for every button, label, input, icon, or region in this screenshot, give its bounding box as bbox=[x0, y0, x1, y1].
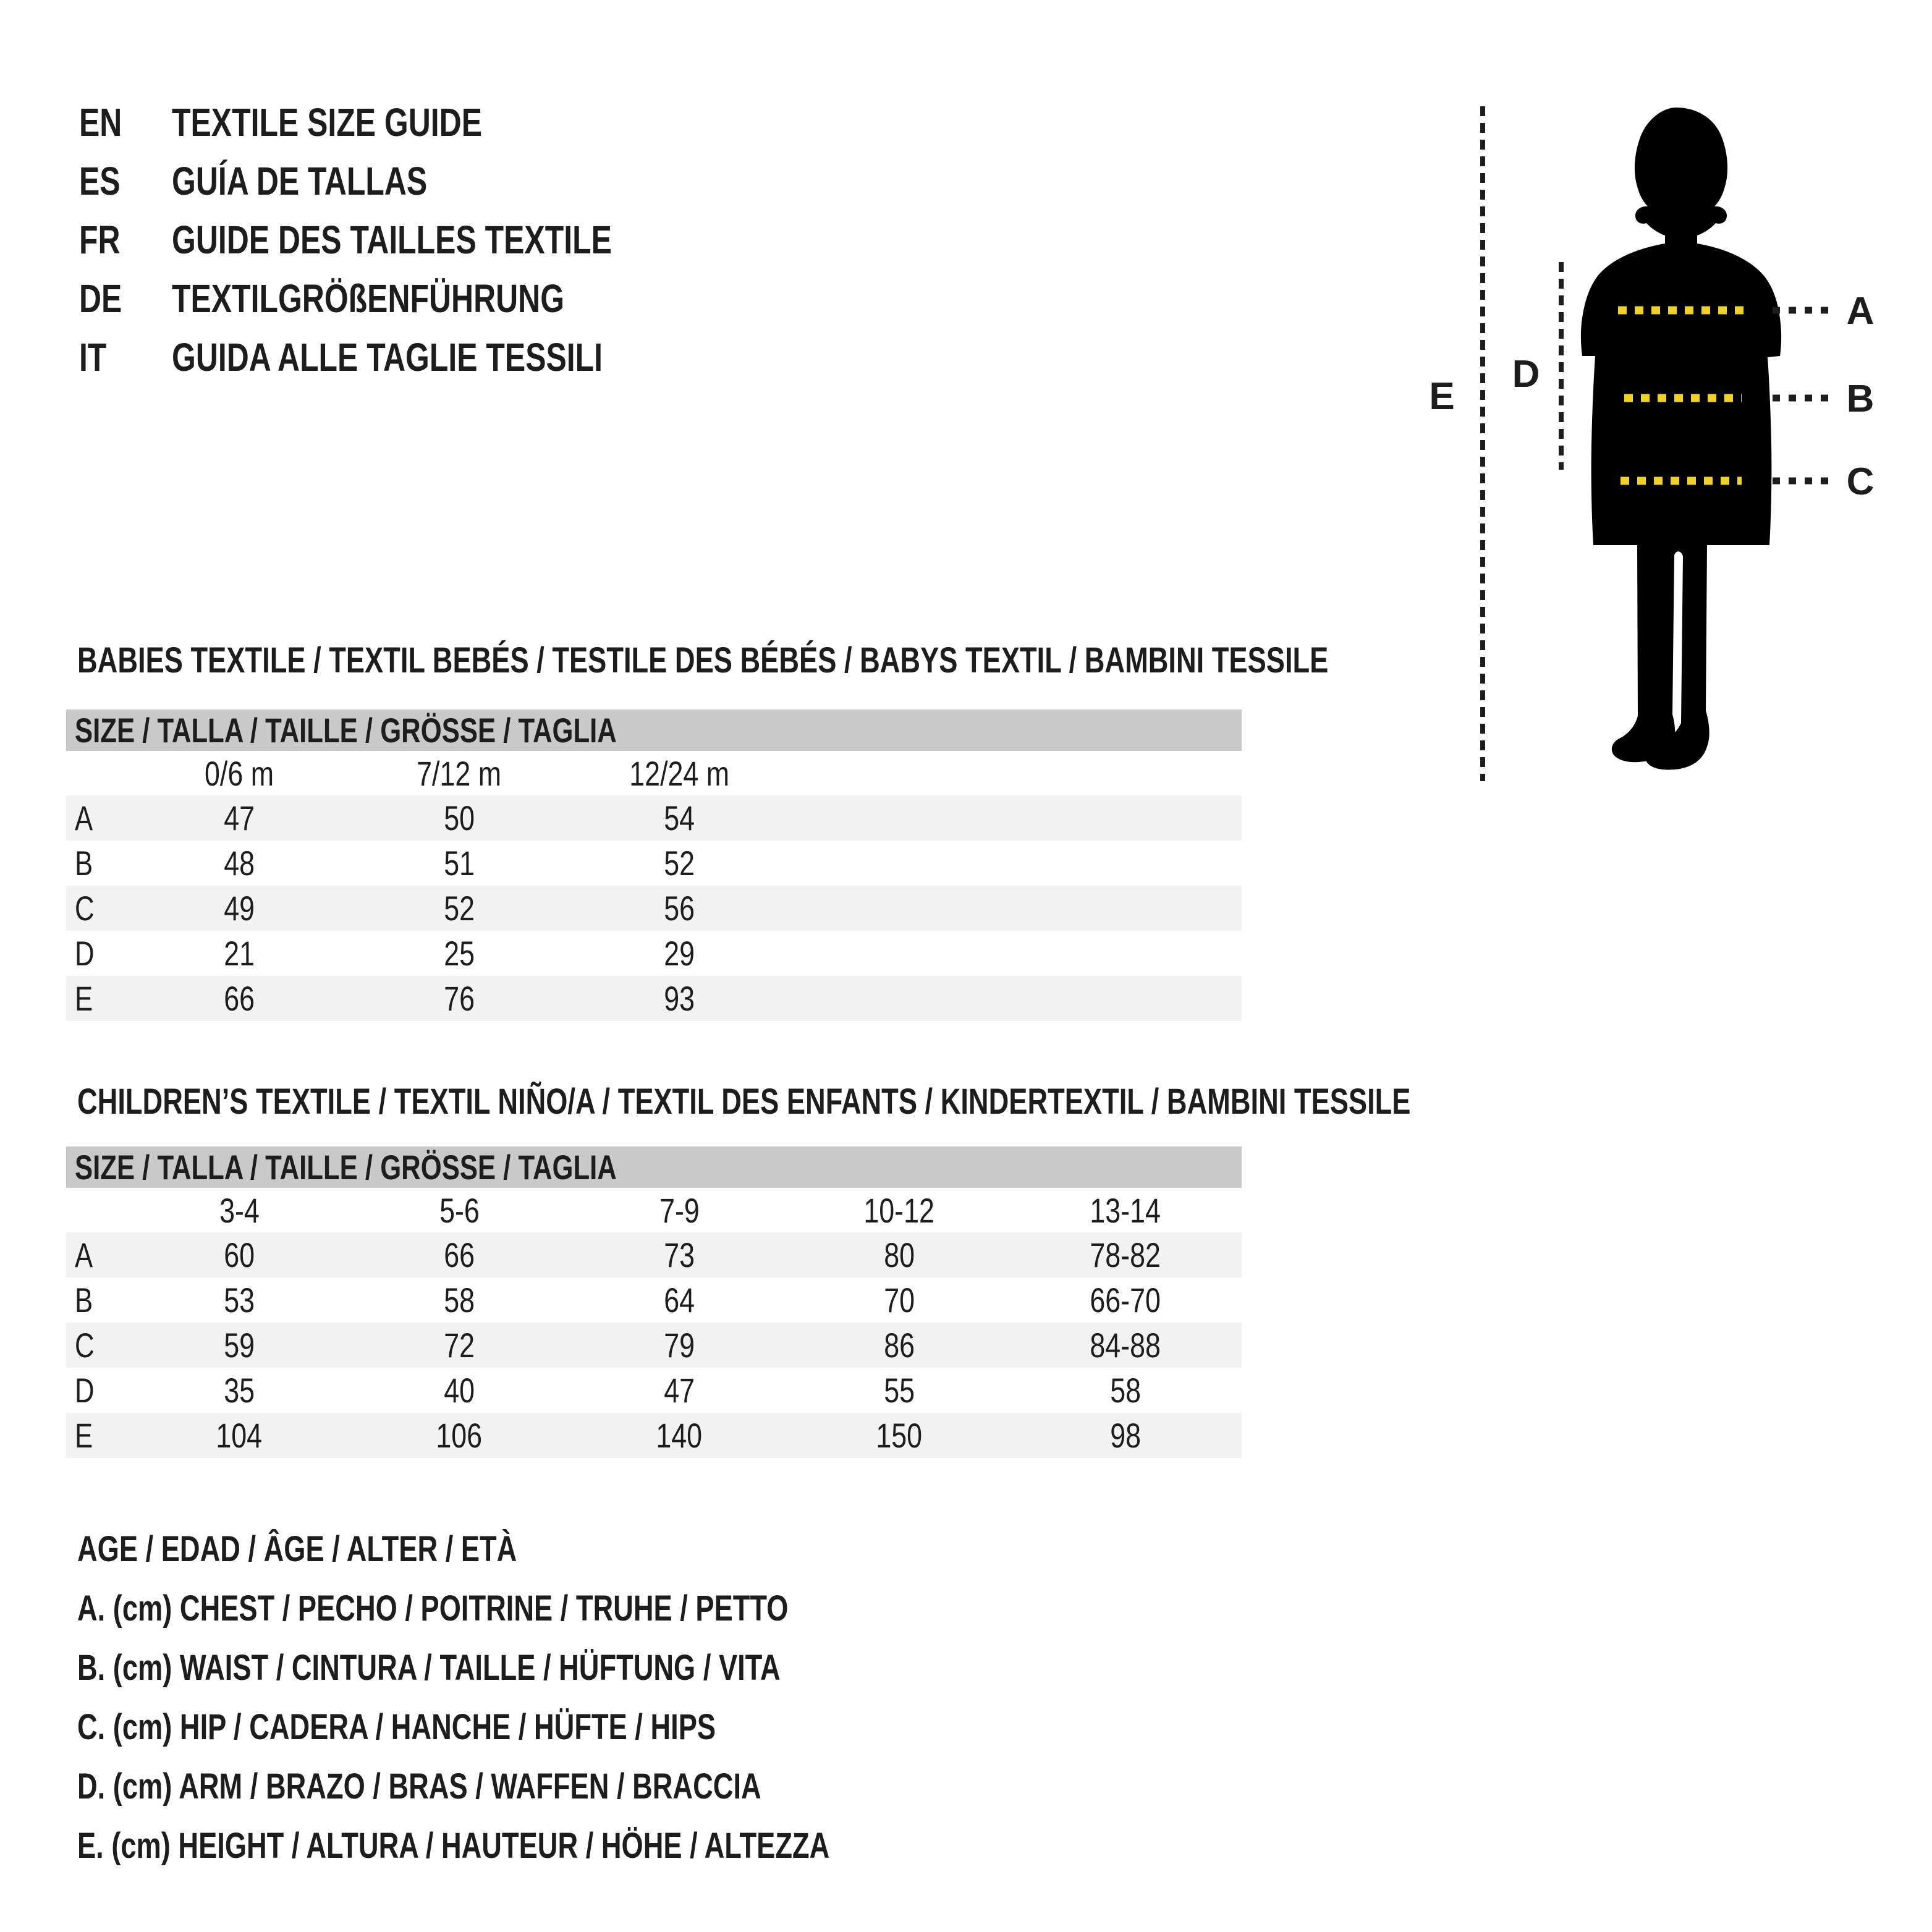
legend-hip-line: C. (cm) HIP / CADERA / HANCHE / HÜFTE / HIPS bbox=[77, 1706, 716, 1747]
babies-col-7-12m: 7/12 m bbox=[417, 753, 502, 793]
babies-row-e: E 66 76 93 bbox=[66, 976, 1242, 1021]
figure-label-d: D bbox=[1512, 353, 1540, 396]
children-col-5-6: 5-6 bbox=[439, 1190, 480, 1230]
row-label: C bbox=[75, 889, 95, 928]
row-label: E bbox=[75, 979, 93, 1018]
legend-waist-line: B. (cm) WAIST / CINTURA / TAILLE / HÜFTUNG / VITA bbox=[77, 1647, 781, 1688]
children-col-7-9: 7-9 bbox=[659, 1190, 700, 1230]
figure-label-a: A bbox=[1846, 290, 1875, 333]
babies-row-c: C 49 52 56 bbox=[66, 886, 1242, 931]
legend-arm-line: D. (cm) ARM / BRAZO / BRAS / WAFFEN / BRACCIA bbox=[77, 1766, 761, 1807]
figure-label-e: E bbox=[1429, 375, 1455, 418]
row-label: C bbox=[75, 1326, 95, 1365]
legend-chest-line: A. (cm) CHEST / PECHO / POITRINE / TRUHE / PETTO bbox=[77, 1588, 789, 1629]
babies-col-0-6m: 0/6 m bbox=[204, 753, 274, 793]
children-col-13-14: 13-14 bbox=[1090, 1190, 1161, 1230]
measurement-legend bbox=[77, 1519, 1042, 1875]
lang-row-en bbox=[79, 93, 736, 151]
lang-title-es: GUÍA DE TALLAS bbox=[172, 158, 428, 203]
children-row-e: E 104 106 140 150 98 bbox=[66, 1413, 1242, 1458]
children-column-header-row bbox=[66, 1188, 1242, 1232]
lang-code-it: IT bbox=[79, 334, 107, 379]
lang-code-es: ES bbox=[79, 158, 121, 203]
legend-age-line: AGE / EDAD / ÂGE / ALTER / ETÀ bbox=[77, 1528, 517, 1569]
babies-row-a: A 47 50 54 bbox=[66, 795, 1242, 841]
babies-col-12-24m: 12/24 m bbox=[629, 753, 729, 793]
figure-label-b: B bbox=[1846, 378, 1875, 420]
babies-section-title: BABIES TEXTILE / TEXTIL BEBÉS / TESTILE DES BÉBÉS / BABYS TEXTIL / BAMBINI TESSILE bbox=[77, 640, 1329, 680]
row-label: D bbox=[75, 1371, 95, 1410]
children-col-3-4: 3-4 bbox=[219, 1190, 260, 1230]
babies-size-table bbox=[66, 710, 1242, 1021]
babies-row-b: B 48 51 52 bbox=[75, 844, 695, 883]
row-label: A bbox=[75, 799, 93, 837]
row-label: D bbox=[75, 934, 95, 973]
legend-height-line: E. (cm) HEIGHT / ALTURA / HAUTEUR / HÖHE / ALTEZZA bbox=[77, 1825, 830, 1866]
lang-title-de: TEXTILGRÖßENFÜHRUNG bbox=[172, 276, 565, 321]
lang-title-fr: GUIDE DES TAILLES TEXTILE bbox=[172, 217, 612, 262]
babies-column-header-row bbox=[66, 751, 1242, 795]
children-size-table bbox=[66, 1146, 1242, 1458]
babies-size-header-band: SIZE / TALLA / TAILLE / GRÖSSE / TAGLIA bbox=[66, 710, 1242, 751]
children-row-b: B 53 58 64 70 66-70 bbox=[75, 1281, 1161, 1320]
figure-label-c: C bbox=[1846, 460, 1875, 503]
children-row-a: A 60 66 73 80 78-82 bbox=[66, 1232, 1242, 1277]
lang-title-en: TEXTILE SIZE GUIDE bbox=[172, 100, 483, 145]
row-label: E bbox=[75, 1416, 93, 1455]
lang-code-en: EN bbox=[79, 100, 122, 145]
lang-row-fr bbox=[79, 210, 736, 269]
language-title-list bbox=[79, 93, 736, 386]
lang-row-it bbox=[79, 328, 736, 386]
row-label: B bbox=[75, 844, 93, 883]
children-row-d: D 35 40 47 55 58 bbox=[75, 1371, 1141, 1410]
children-col-10-12: 10-12 bbox=[863, 1190, 935, 1230]
children-row-c: C 59 72 79 86 84-88 bbox=[66, 1323, 1242, 1368]
lang-title-it: GUIDA ALLE TAGLIE TESSILI bbox=[172, 334, 603, 379]
lang-row-es bbox=[79, 151, 736, 210]
babies-row-d: D 21 25 29 bbox=[75, 934, 695, 973]
row-label: B bbox=[75, 1281, 93, 1320]
children-section-title: CHILDREN’S TEXTILE / TEXTIL NIÑO/A / TEXTIL DES ENFANTS / KINDERTEXTIL / BAMBINI TESSILE bbox=[77, 1082, 1411, 1122]
row-label: A bbox=[75, 1235, 93, 1274]
lang-code-de: DE bbox=[79, 276, 122, 321]
lang-row-de bbox=[79, 269, 736, 328]
lang-code-fr: FR bbox=[79, 217, 121, 262]
child-silhouette-diagram bbox=[1403, 80, 1932, 791]
children-size-header-band: SIZE / TALLA / TAILLE / GRÖSSE / TAGLIA bbox=[66, 1146, 1242, 1188]
